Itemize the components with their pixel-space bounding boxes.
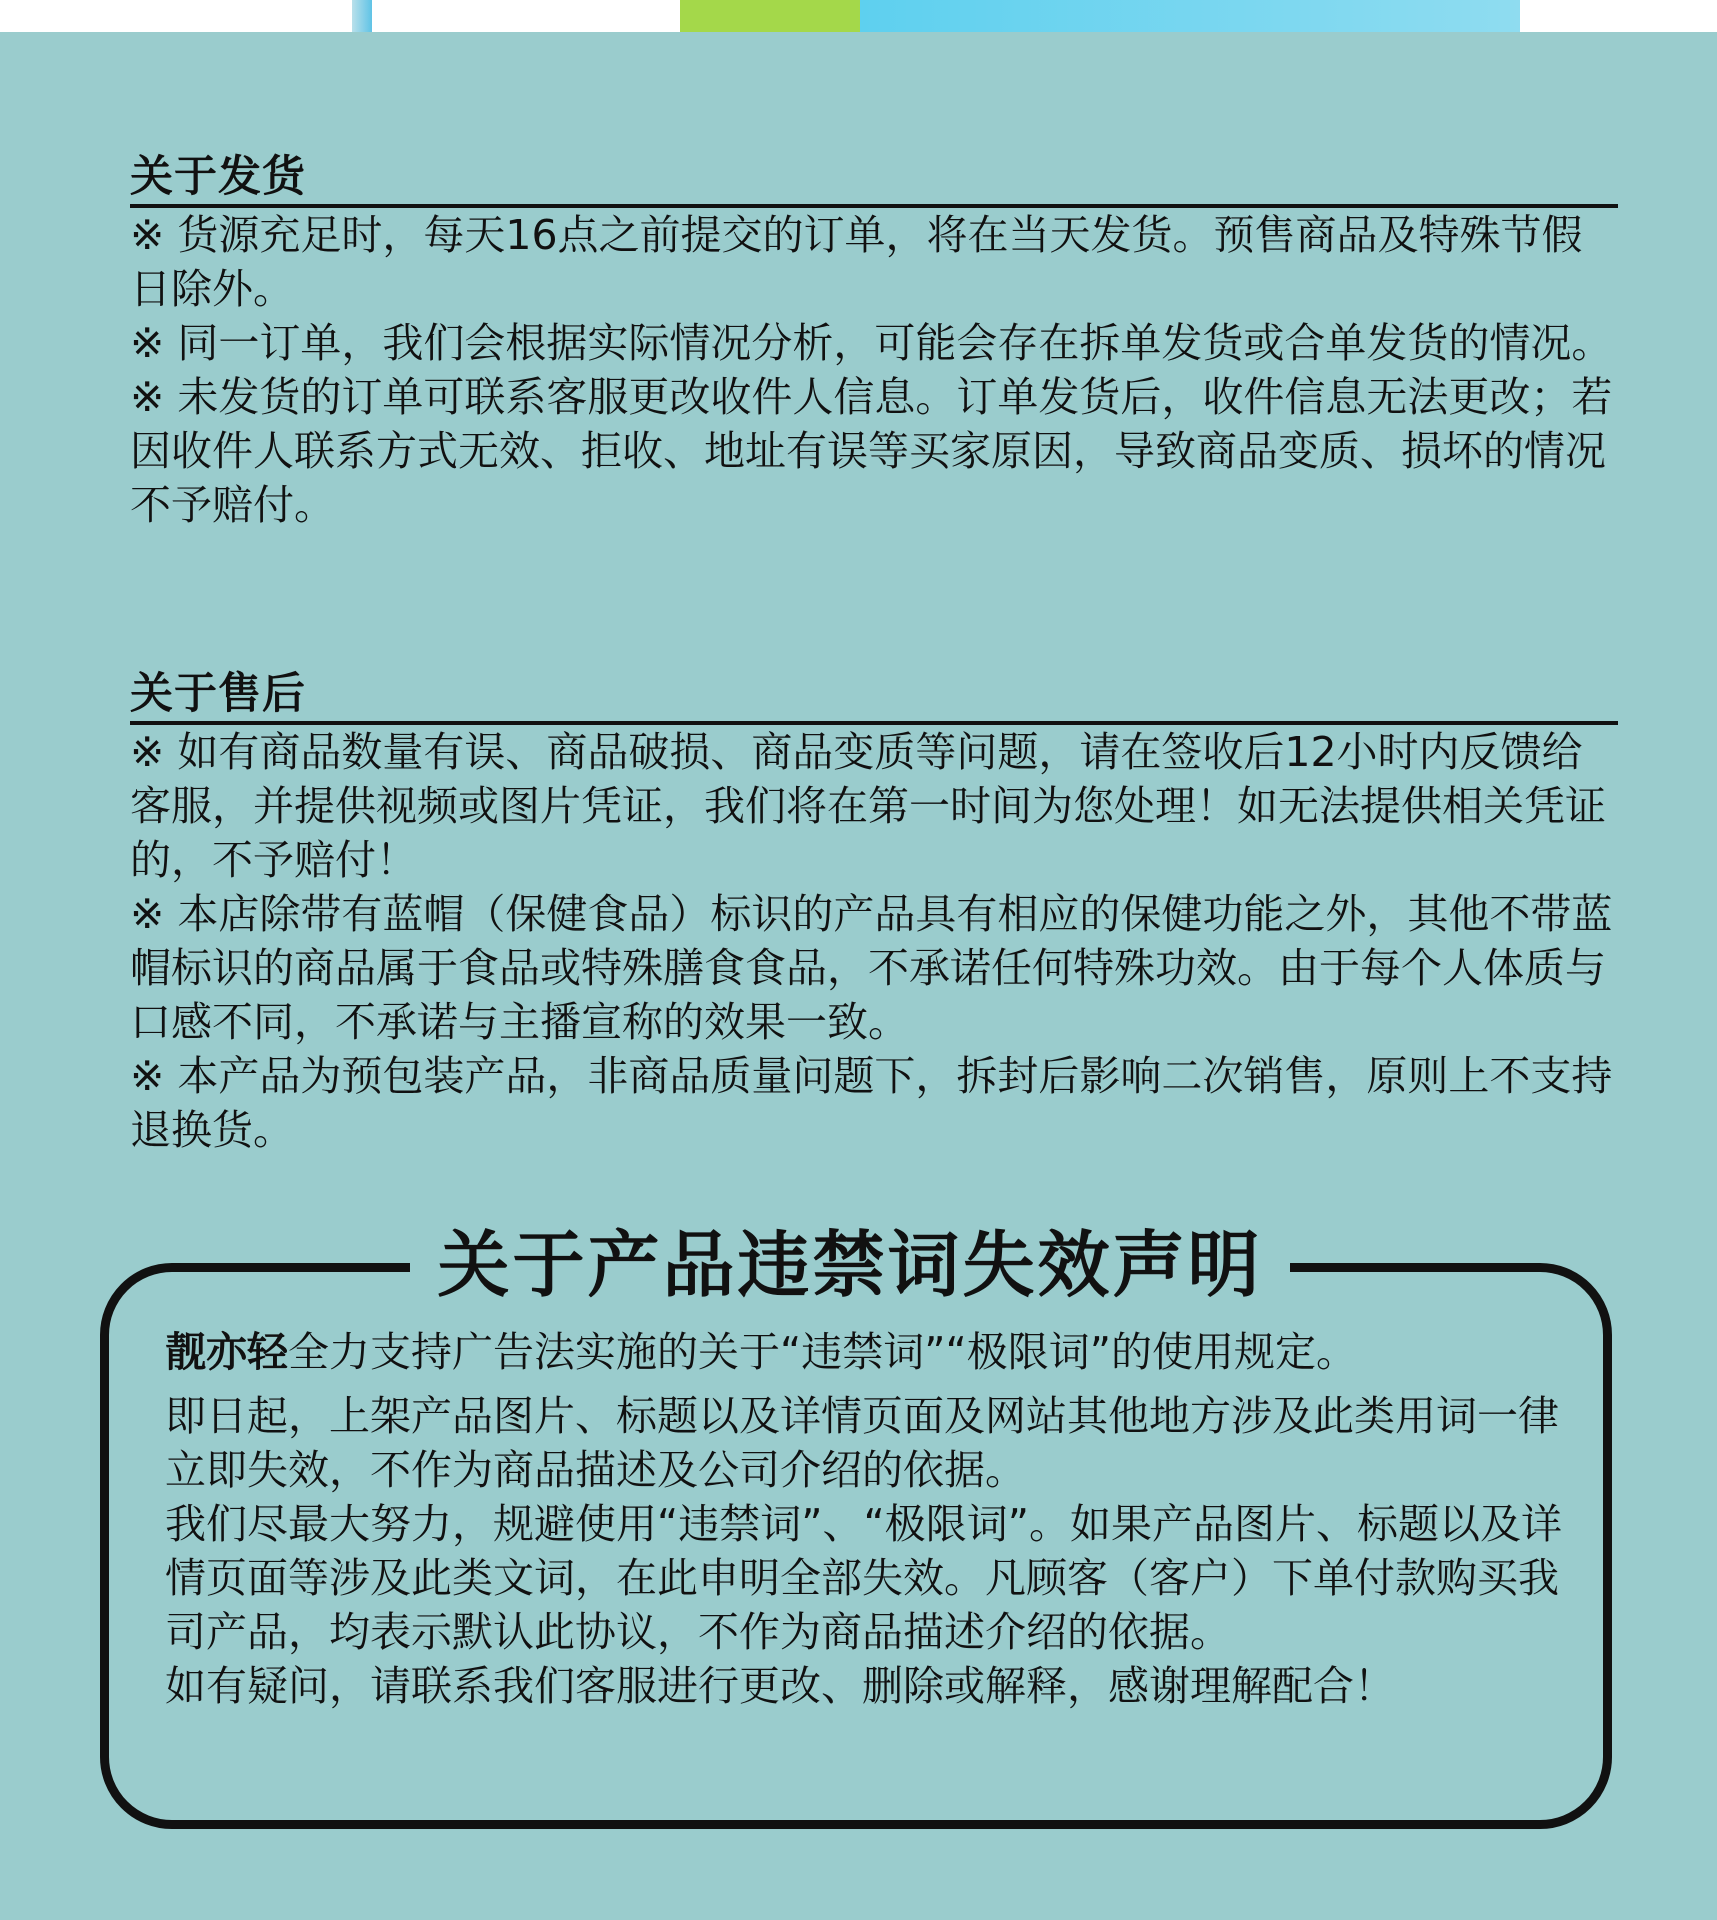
- declaration-paragraph: 如有疑问，请联系我们客服进行更改、删除或解释，感谢理解配合！: [165, 1662, 1395, 1710]
- banner-band: [680, 0, 860, 32]
- aftersales-item: ※ 本店除带有蓝帽（保健食品）标识的产品具有相应的保健功能之外，其他不带蓝帽标识的商品属于食品或特殊膳食食品，不承诺任何特殊功效。由于每个人体质与口感不同，不承诺与主播宣称的效果一致。: [130, 890, 1613, 1046]
- declaration-paragraph: 我们尽最大努力，规避使用“违禁词”、“极限词”。如果产品图片、标题以及详情页面等涉及此类文词，在此申明全部失效。凡顾客（客户）下单付款购买我司产品，均表示默认此协议，不作为商品描述介绍的依据。: [165, 1500, 1562, 1656]
- declaration-title: 关于产品违禁词失效声明: [437, 1223, 1263, 1307]
- aftersales-item: ※ 本产品为预包装产品，非商品质量问题下，拆封后影响二次销售，原则上不支持退换货。: [130, 1052, 1613, 1154]
- banner-band: [860, 0, 1520, 32]
- aftersales-section: [130, 667, 1618, 1157]
- brand-name: 靓亦轻: [165, 1328, 288, 1376]
- banner-band: [352, 0, 372, 32]
- banner-band: [1520, 0, 1717, 32]
- shipping-item: ※ 货源充足时，每天16点之前提交的订单，将在当天发货。预售商品及特殊节假日除外。: [130, 211, 1583, 313]
- shipping-item: ※ 未发货的订单可联系客服更改收件人信息。订单发货后，收件信息无法更改；若因收件人联系方式无效、拒收、地址有误等买家原因，导致商品变质、损坏的情况不予赔付。: [130, 373, 1613, 529]
- declaration-title-wrap: [410, 1225, 1290, 1305]
- banner-band: [372, 0, 672, 32]
- aftersales-title: 关于售后: [130, 669, 306, 719]
- declaration-paragraph: 即日起，上架产品图片、标题以及详情页面及网站其他地方涉及此类用词一律立即失效，不作为商品描述及公司介绍的依据。: [165, 1392, 1559, 1494]
- declaration-intro-text: 全力支持广告法实施的关于“违禁词”“极限词”的使用规定。: [288, 1328, 1357, 1376]
- declaration-content: [165, 1325, 1585, 1713]
- shipping-section: [130, 150, 1618, 532]
- shipping-title: 关于发货: [130, 152, 306, 202]
- declaration-intro: [165, 1325, 1585, 1379]
- shipping-item: ※ 同一订单，我们会根据实际情况分析，可能会存在拆单发货或合单发货的情况。: [130, 319, 1613, 367]
- aftersales-item: ※ 如有商品数量有误、商品破损、商品变质等问题，请在签收后12小时内反馈给客服，并提供视频或图片凭证，我们将在第一时间为您处理！如无法提供相关凭证的，不予赔付！: [130, 728, 1606, 884]
- top-banner-strip: [0, 0, 1717, 32]
